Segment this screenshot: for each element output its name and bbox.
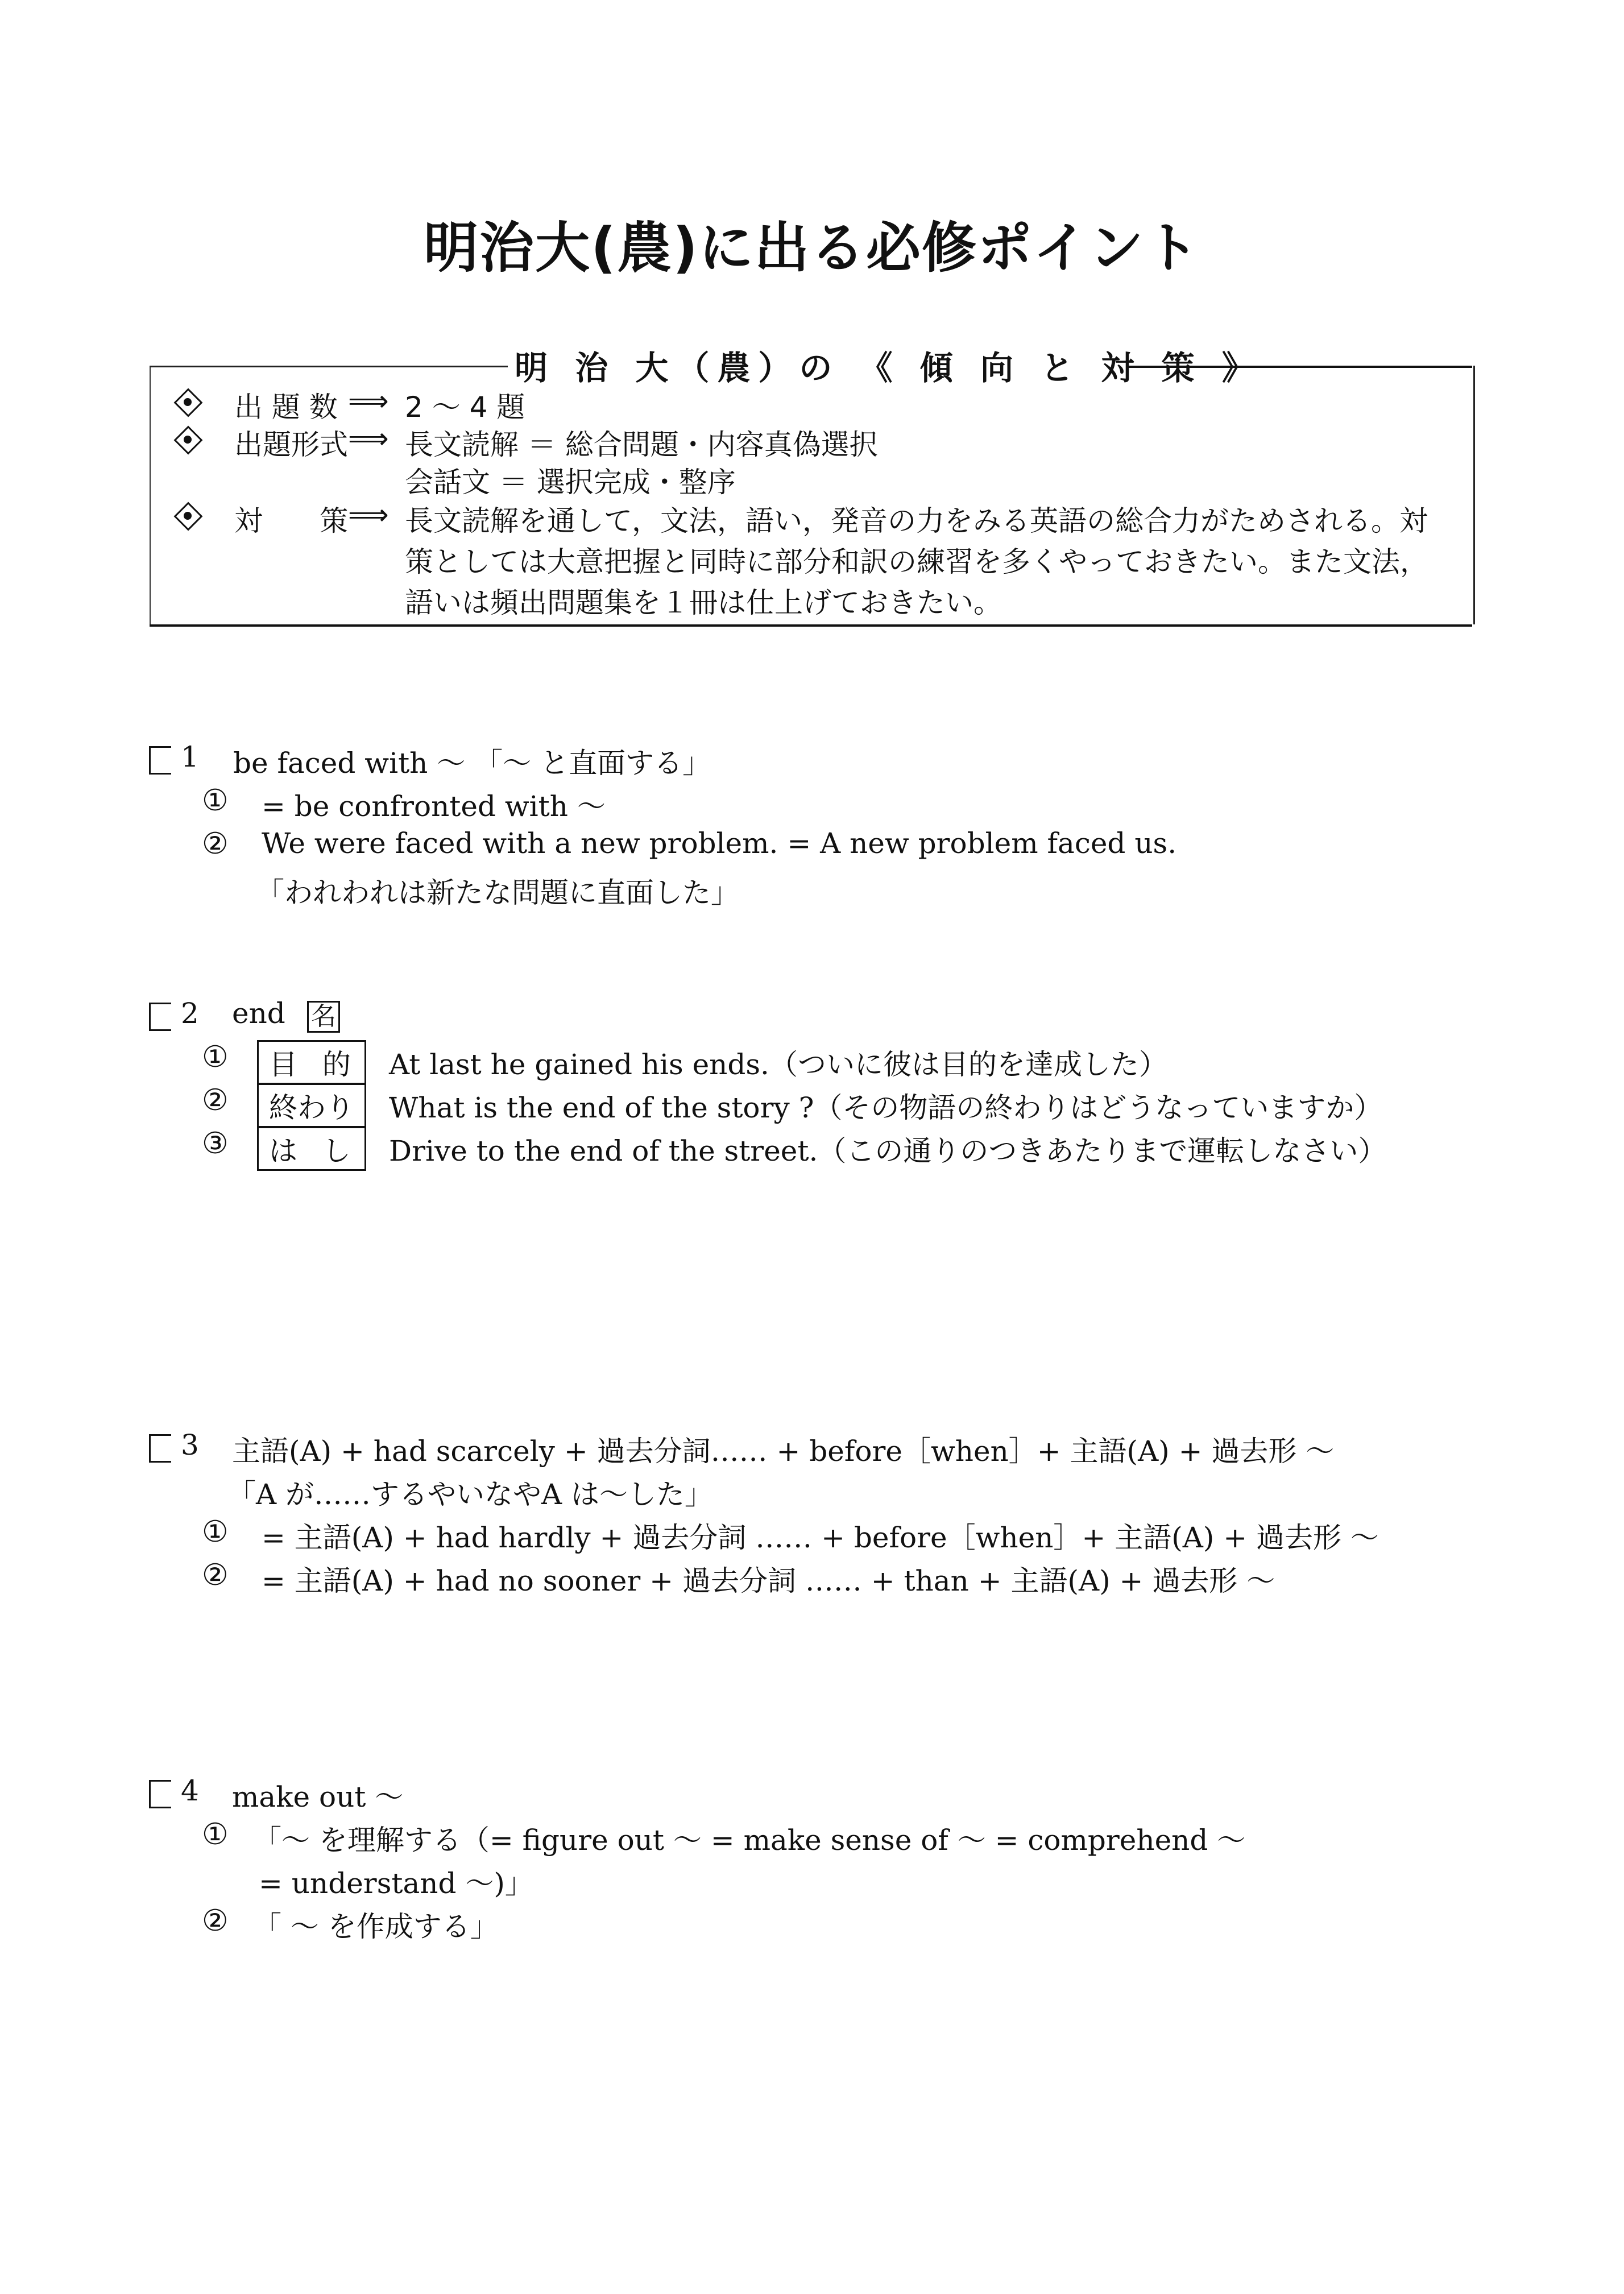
double-arrow-icon: ⟹ [348,384,389,417]
sub-item [257,1040,1167,1084]
keyword-box: は し [257,1127,366,1171]
summary-box-heading: 明 治 大（農）の 《 傾 向 と 対 策 》 [515,349,1263,387]
circled-number: ① [202,1817,229,1852]
circled-number: ① [202,1040,229,1074]
item-headline: be faced with ～ 「～ と直面する」 [233,747,711,780]
summary-row-label: 対 策 [234,504,348,537]
diamond-dot-icon [173,502,202,530]
circled-number: ② [202,1904,229,1938]
summary-row-label: 出題形式 [234,428,348,461]
summary-row-value: 長文読解 ＝ 総合問題・内容真偽選択 [405,428,878,461]
item-number: 3 [181,1428,199,1461]
double-arrow-icon: ⟹ [348,498,389,531]
summary-row-value: 2 ～ 4 題 [405,391,525,424]
sub-item-text: Drive to the end of the street.（この通りのつきあたりまで運転しなさい） [389,1134,1387,1167]
part-of-speech-tag [307,1001,340,1033]
summary-row-value: 語いは頻出問題集を１冊は仕上げておきたい。 [405,586,1002,619]
sub-item-text: = 主語(A) + had no sooner + 過去分詞 …… + than + 主語(A) + 過去形 ～ [262,1564,1275,1597]
sub-item-text: We were faced with a new problem. = A new problem faced us. [262,827,1177,860]
summary-row-label: 出 題 数 [234,391,338,424]
summary-box-top-rule-left [150,366,508,367]
circled-number: ② [202,1083,229,1117]
item-number: 2 [181,997,199,1030]
checkbox[interactable] [149,1003,171,1031]
summary-row-value: 会話文 ＝ 選択完成・整序 [405,466,736,499]
keyword-box: 終わり [257,1083,366,1128]
diamond-dot-icon [173,388,202,416]
sub-item-text: At last he gained his ends.（ついに彼は目的を達成した） [389,1048,1167,1081]
sub-item-text: 「 ～ を作成する」 [253,1910,499,1943]
sub-item [257,1127,1386,1171]
item-number: 1 [181,740,199,773]
sub-item-text: = 主語(A) + had hardly + 過去分詞 …… + before［when］+ 主語(A) + 過去形 ～ [262,1521,1379,1554]
item-headline: make out ～ [232,1780,404,1813]
checkbox[interactable] [149,1780,171,1808]
noun-tag: 名 [307,1001,340,1033]
keyword-box: 目 的 [257,1040,366,1084]
sub-item-text: 「～ を理解する（= figure out ～ = make sense of ～ = comprehend ～ [253,1824,1246,1857]
item-headline: end [232,997,285,1030]
summary-row-value: 長文読解を通して，文法，語い，発音の力をみる英語の総合力がためされる。対 [405,504,1428,537]
checkbox[interactable] [149,746,171,775]
circled-number: ① [202,1515,229,1549]
sub-item-text: What is the end of the story ?（その物語の終わりはどうなっていますか） [389,1091,1383,1124]
double-arrow-icon: ⟹ [348,422,389,455]
checkbox[interactable] [149,1434,171,1463]
circled-number: ② [202,1558,229,1592]
circled-number: ③ [202,1127,229,1161]
summary-row-value: 策としては大意把握と同時に部分和訳の練習を多くやっておきたい。また文法， [405,545,1428,578]
summary-box-bottom-rule [150,624,1472,627]
diamond-dot-icon [173,425,202,454]
translation-note: 「A が……するやいなやA は～した」 [227,1478,714,1511]
page-title: 明治大(農)に出る必修ポイント [424,216,1200,280]
item-number: 4 [181,1774,199,1807]
translation-note: 「われわれは新たな問題に直面した」 [256,876,739,909]
circled-number: ② [202,827,229,861]
circled-number: ① [202,784,229,818]
sub-item-text: = be confronted with ～ [262,790,606,823]
item-headline: 主語(A) + had scarcely + 過去分詞…… + before［when］+ 主語(A) + 過去形 ～ [232,1435,1335,1468]
sub-item-continuation: = understand ～)」 [259,1867,533,1900]
sub-item [257,1083,1382,1128]
